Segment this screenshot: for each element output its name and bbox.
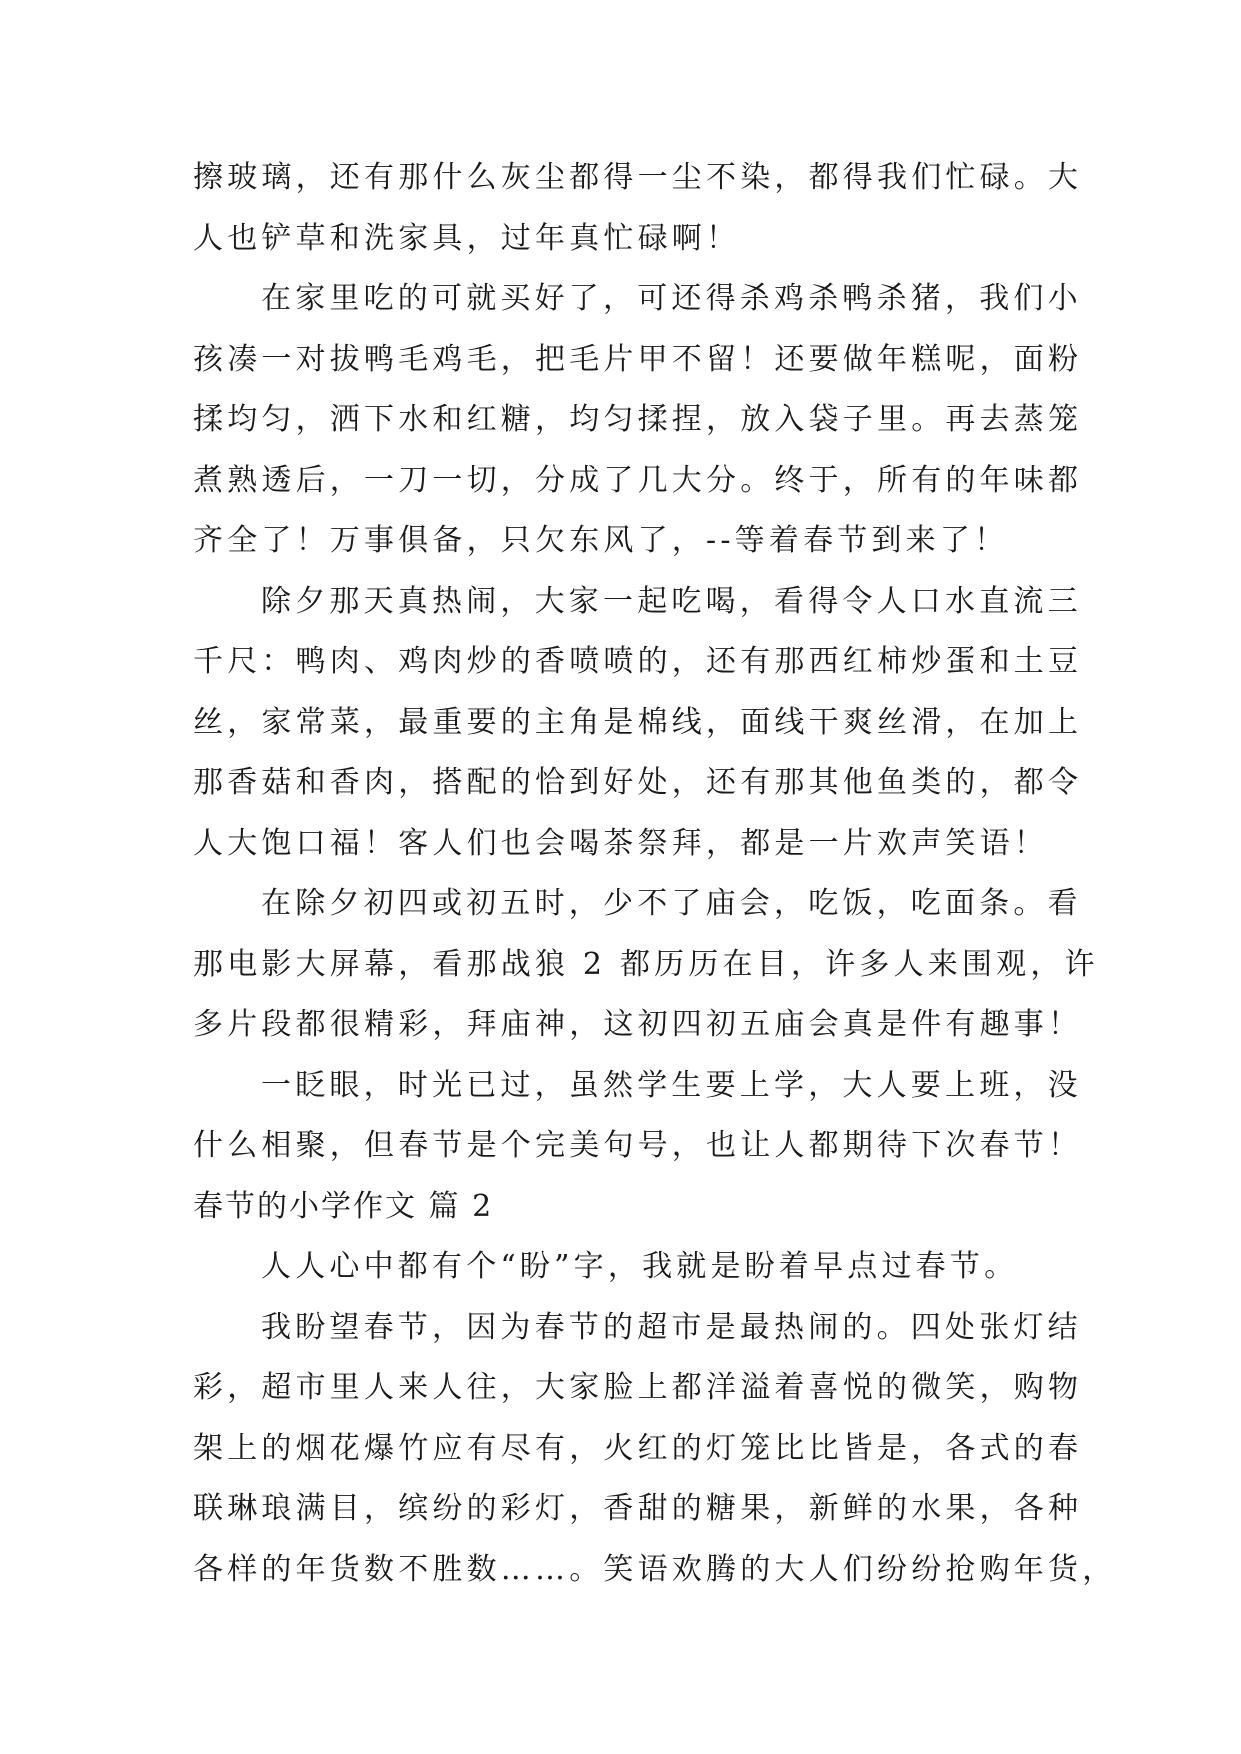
text-line: 架上的烟花爆竹应有尽有，火红的灯笼比比皆是，各式的春 — [193, 1430, 1083, 1466]
text-line: 那电影大屏幕，看那战狼 2 都历历在目，许多人来围观，许 — [193, 946, 1099, 982]
text-line: 各样的年货数不胜数……。笑语欢腾的大人们纷纷抢购年货， — [193, 1551, 1117, 1587]
paragraph-start-line: 我盼望春节，因为春节的超市是最热闹的。四处张灯结 — [261, 1309, 1082, 1345]
text-line: 什么相聚，但春节是个完美句号，也让人都期待下次春节！ — [193, 1128, 1083, 1163]
section-heading: 春节的小学作文 篇 2 — [193, 1188, 494, 1224]
paragraph-start-line: 人人心中都有个“盼”字，我就是盼着早点过春节。 — [261, 1249, 1019, 1284]
text-line: 擦玻璃，还有那什么灰尘都得一尘不染，都得我们忙碌。大 — [193, 160, 1083, 195]
text-line: 人大饱口福！客人们也会喝茶祭拜，都是一片欢声笑语！ — [193, 825, 1048, 861]
paragraph-start-line: 一眨眼，时光已过，虽然学生要上学，大人要上班，没 — [261, 1067, 1082, 1103]
text-line: 齐全了！万事俱备，只欠东风了，--等着春节到来了！ — [193, 523, 1009, 558]
text-line: 丝，家常菜，最重要的主角是棉线，面线干爽丝滑，在加上 — [193, 704, 1083, 740]
text-line: 孩凑一对拔鸭毛鸡毛，把毛片甲不留！还要做年糕呢，面粉 — [193, 341, 1083, 377]
paragraph-start-line: 除夕那天真热闹，大家一起吃喝，看得令人口水直流三 — [261, 583, 1082, 619]
text-line: 联琳琅满目，缤纷的彩灯，香甜的糖果，新鲜的水果，各种 — [193, 1491, 1083, 1526]
text-line: 那香菇和香肉，搭配的恰到好处，还有那其他鱼类的，都令 — [193, 765, 1083, 800]
text-line: 多片段都很精彩，拜庙神，这初四初五庙会真是件有趣事！ — [193, 1007, 1083, 1042]
paragraph-start-line: 在除夕初四或初五时，少不了庙会，吃饭，吃面条。看 — [261, 886, 1082, 921]
text-line: 千尺：鸭肉、鸡肉炒的香喷喷的，还有那西红柿炒蛋和土豆 — [193, 644, 1083, 679]
text-line: 彩，超市里人来人往，大家脸上都洋溢着喜悦的微笑，购物 — [193, 1370, 1083, 1405]
paragraph-start-line: 在家里吃的可就买好了，可还得杀鸡杀鸭杀猪，我们小 — [261, 281, 1082, 316]
text-line: 煮熟透后，一刀一切，分成了几大分。终于，所有的年味都 — [193, 462, 1083, 498]
text-line: 人也铲草和洗家具，过年真忙碌啊！ — [193, 220, 741, 256]
text-line: 揉均匀，洒下水和红糖，均匀揉捏，放入袋子里。再去蒸笼 — [193, 402, 1083, 437]
document-page — [193, 148, 1117, 1600]
